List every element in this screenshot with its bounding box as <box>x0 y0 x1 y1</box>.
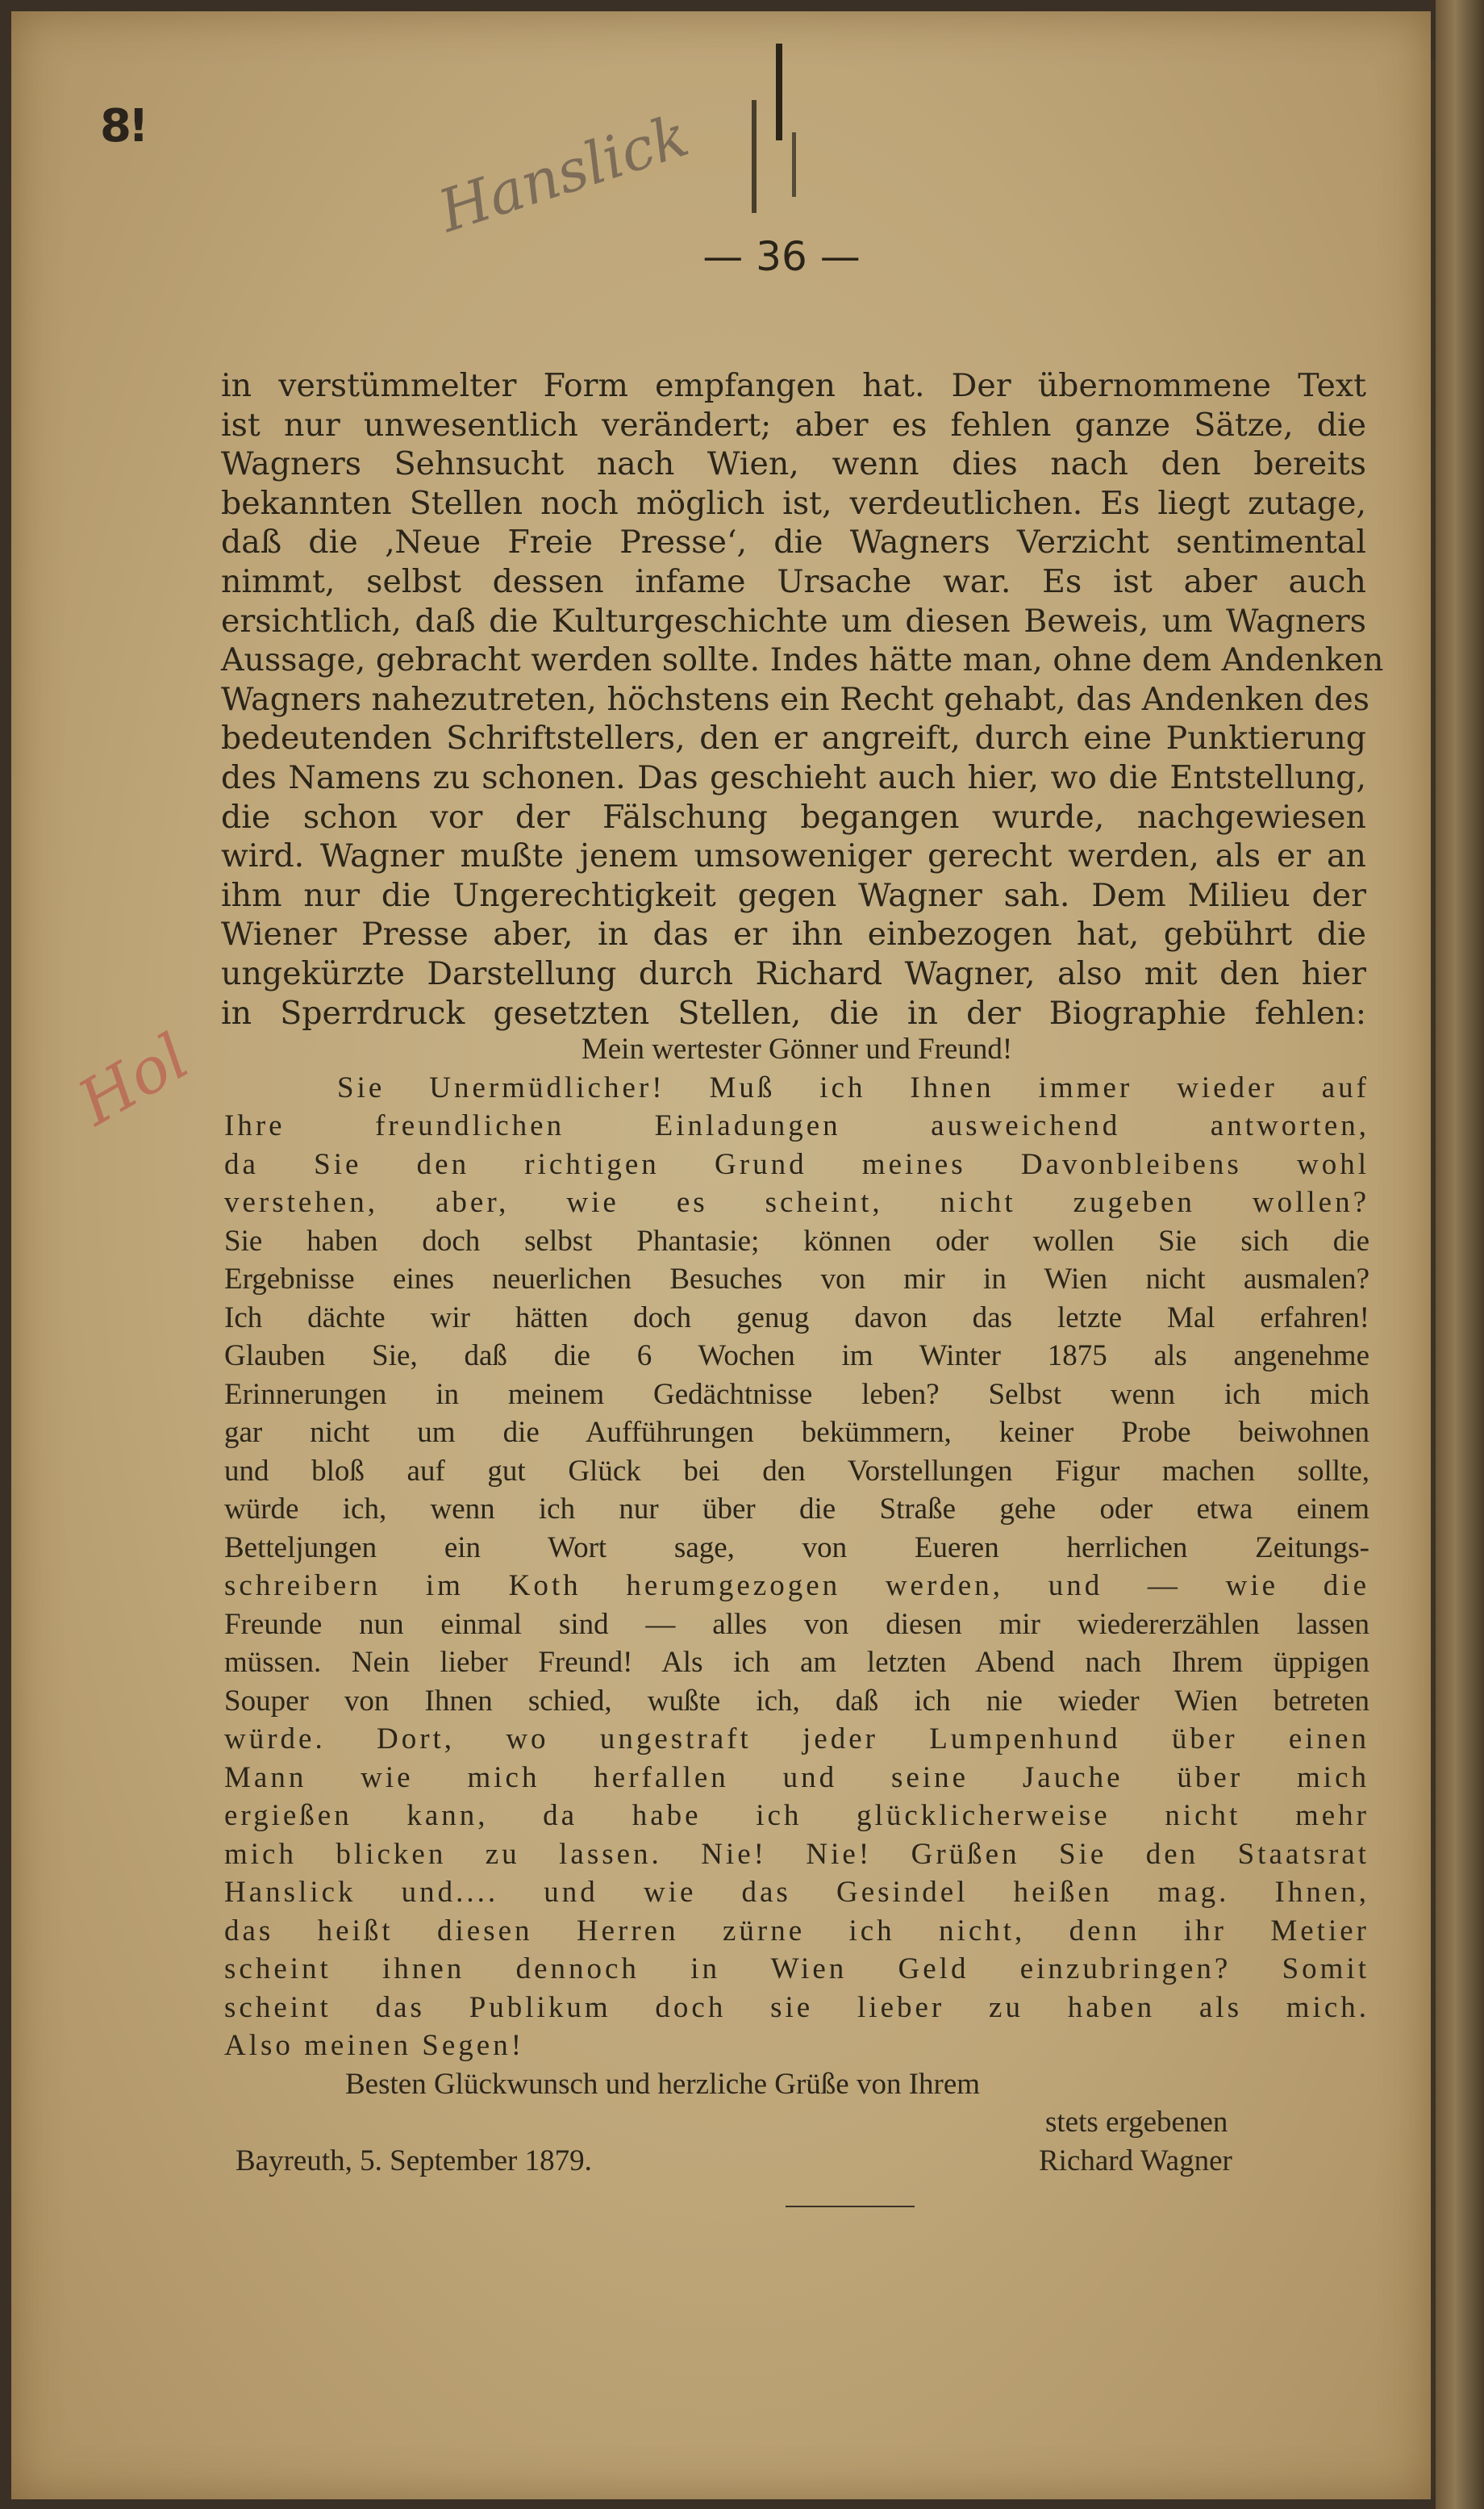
letter-line: Also meinen Segen! <box>224 2029 525 2062</box>
body-paragraph <box>221 366 1384 1033</box>
text-line: Wagners nahezutreten, höchstens ein Recht gehabt, das Andenken des <box>221 680 1370 718</box>
section-divider-rule <box>786 2206 915 2207</box>
text-line: bedeutenden Schriftstellers, den er angreift, durch eine Punktierung <box>221 720 1366 758</box>
letter-line: Mann wie mich herfallen und seine Jauche über mich <box>224 1760 1369 1794</box>
letter-signature: Richard Wagner <box>1039 2144 1232 2177</box>
pencil-annotation: Hanslick <box>431 101 697 245</box>
text-line: Wiener Presse aber, in das er ihn einbezogen hat, gebührt die <box>221 916 1366 954</box>
text-line: ungekürzte Darstellung durch Richard Wagner, also mit den hier <box>221 954 1366 992</box>
letter-line: Souper von Ihnen schied, wußte ich, daß ich nie wieder Wien betreten <box>224 1684 1369 1718</box>
letter-line: mich blicken zu lassen. Nie! Nie! Grüßen Sie den Staatsrat <box>224 1837 1369 1871</box>
letter-footer-row <box>224 2142 1369 2181</box>
letter-line: Erinnerungen in meinem Gedächtnisse leben? Selbst wenn ich mich <box>224 1377 1369 1411</box>
letter-line: Ihre freundlichen Einladungen ausweichend antworten, <box>224 1109 1369 1142</box>
letter-salutation: Mein wertester Gönner und Freund! <box>581 1033 1013 1066</box>
text-line: ist nur unwesentlich verändert; aber es fehlen ganze Sätze, die <box>221 406 1366 444</box>
page-number: — 36 — <box>702 233 861 280</box>
letter-line: das heißt diesen Herren zürne ich nicht, denn ihr Metier <box>224 1914 1369 1948</box>
letter-line: Glauben Sie, daß die 6 Wochen im Winter 1875 als angenehme <box>224 1339 1369 1372</box>
letter-line: Ergebnisse eines neuerlichen Besuches von mir in Wien nicht ausmalen? <box>224 1263 1369 1296</box>
letter-line: Betteljungen ein Wort sage, von Eueren herrlichen Zeitungs- <box>224 1530 1369 1564</box>
text-line: daß die ‚Neue Freie Presse‘, die Wagners Verzicht sentimental <box>221 524 1366 561</box>
letter-place-date: Bayreuth, 5. September 1879. <box>236 2144 592 2177</box>
letter-line: scheint ihnen dennoch in Wien Geld einzubringen? Somit <box>224 1952 1369 1985</box>
ink-stroke-mark <box>752 100 757 213</box>
letter-line: müssen. Nein lieber Freund! Als ich am letzten Abend nach Ihrem üppigen <box>224 1646 1369 1679</box>
letter-line: und bloß auf gut Glück bei den Vorstellungen Figur machen sollte, <box>224 1454 1369 1488</box>
text-line: bekannten Stellen noch möglich ist, verdeutlichen. Es liegt zutage, <box>221 484 1366 522</box>
letter-line: würde ich, wenn ich nur über die Straße gehe oder etwa einem <box>224 1492 1369 1526</box>
ink-stroke-mark <box>776 44 782 140</box>
letter-line: Ich dächte wir hätten doch genug davon das letzte Mal erfahren! <box>224 1300 1369 1334</box>
text-line: nimmt, selbst dessen infame Ursache war. Es ist aber auch <box>221 562 1366 600</box>
quoted-letter <box>224 1030 1369 2180</box>
text-line: wird. Wagner mußte jenem umsoweniger gerecht werden, als er an <box>221 837 1366 875</box>
letter-line: da Sie den richtigen Grund meines Davonbleibens wohl <box>224 1147 1369 1181</box>
letter-line: gar nicht um die Aufführungen bekümmern, keiner Probe beiwohnen <box>224 1416 1369 1449</box>
letter-line: scheint das Publikum doch sie lieber zu haben als mich. <box>224 1990 1369 2024</box>
book-page <box>11 11 1431 2499</box>
ink-stroke-mark <box>792 132 796 197</box>
book-binding-edge <box>1436 0 1484 2509</box>
text-line: ersichtlich, daß die Kulturgeschichte um diesen Beweis, um Wagners <box>221 602 1366 640</box>
letter-line: ergießen kann, da habe ich glücklicherweise nicht mehr <box>224 1799 1369 1832</box>
letter-line: verstehen, aber, wie es scheint, nicht zugeben wollen? <box>224 1186 1369 1219</box>
letter-line: schreibern im Koth herumgezogen werden, und — wie die <box>224 1569 1369 1602</box>
letter-line: Sie Unermüdlicher! Muß ich Ihnen immer wieder auf <box>337 1071 1369 1104</box>
text-line: in verstümmelter Form empfangen hat. Der übernommene Text <box>221 367 1366 404</box>
letter-complimentary-close: stets ergebenen <box>1045 2106 1228 2139</box>
letter-line: Hanslick und.... und wie das Gesindel heißen mag. Ihnen, <box>224 1876 1369 1909</box>
letter-closing: Besten Glückwunsch und herzliche Grüße von Ihrem <box>345 2067 981 2101</box>
letter-line: würde. Dort, wo ungestraft jeder Lumpenhund über einen <box>224 1722 1369 1755</box>
top-left-marking: 8! <box>100 100 146 152</box>
letter-line: Freunde nun einmal sind — alles von diesen mir wiedererzählen lassen <box>224 1607 1369 1641</box>
red-pencil-annotation: Hol <box>66 1021 202 1140</box>
text-line: in Sperrdruck gesetzten Stellen, die in der Biographie fehlen: <box>221 994 1366 1032</box>
letter-line: Sie haben doch selbst Phantasie; können oder wollen Sie sich die <box>224 1224 1369 1258</box>
text-line: ihm nur die Ungerechtigkeit gegen Wagner sah. Dem Milieu der <box>221 876 1366 914</box>
text-line: des Namens zu schonen. Das geschieht auch hier, wo die Entstellung, <box>221 758 1366 796</box>
text-line: Wagners Sehnsucht nach Wien, wenn dies nach den bereits <box>221 445 1366 483</box>
text-line: Aussage, gebracht werden sollte. Indes hätte man, ohne dem Andenken <box>221 641 1384 679</box>
text-line: die schon vor der Fälschung begangen wurde, nachgewiesen <box>221 798 1366 836</box>
